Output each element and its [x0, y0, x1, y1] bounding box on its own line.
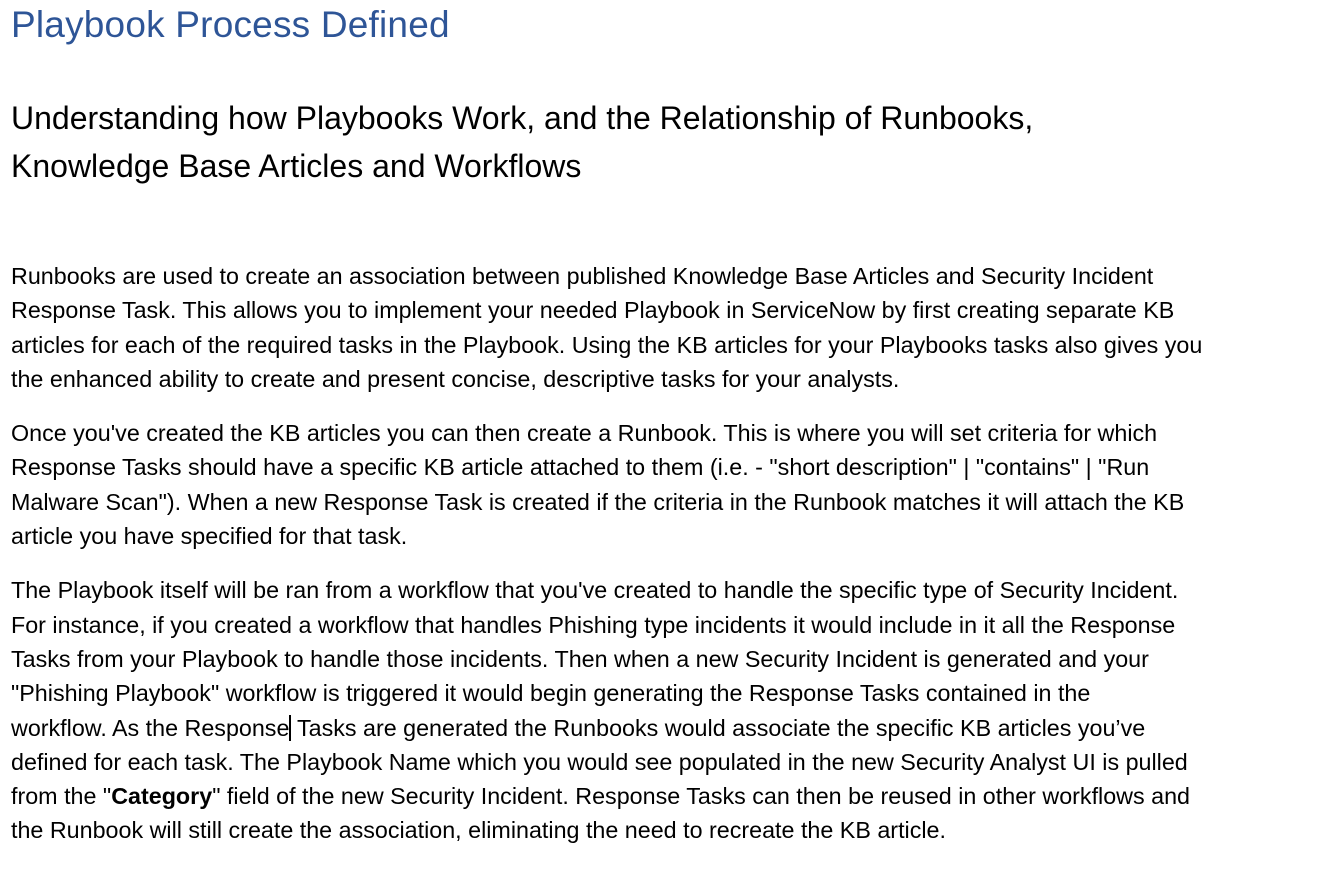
document-title: Playbook Process Defined — [11, 4, 450, 45]
text-segment: " field of the new Security Incident. Response Tasks can then be reused in other workflows and — [212, 783, 1190, 810]
text-line: Malware Scan"). When a new Response Task is created if the criteria in the Runbook matches it will attach the KB — [11, 488, 1185, 515]
text-after-caret: Tasks are generated the Runbooks would associate the specific KB articles you’ve — [290, 714, 1146, 741]
text-line: defined for each task. The Playbook Name which you would see populated in the new Security Analyst UI is pulled — [11, 748, 1188, 775]
text-line: For instance, if you created a workflow that handles Phishing type incidents it would include in it all the Response — [11, 611, 1176, 638]
text-line: "Phishing Playbook" workflow is triggered it would begin generating the Response Tasks contained in the — [11, 680, 1091, 707]
text-line: Tasks from your Playbook to handle those incidents. Then when a new Security Incident is generated and your — [11, 645, 1149, 672]
text-line: the enhanced ability to create and present concise, descriptive tasks for your analysts. — [11, 365, 900, 392]
text-segment: from the " — [11, 783, 112, 810]
text-line: Once you've created the KB articles you can then create a Runbook. This is where you will set criteria for which — [11, 420, 1158, 447]
paragraph-kb-articles — [11, 416, 1316, 553]
subtitle-line: Knowledge Base Articles and Workflows — [11, 148, 582, 184]
text-line: the Runbook will still create the association, eliminating the need to recreate the KB article. — [11, 817, 946, 844]
text-line — [11, 779, 1316, 813]
subtitle-line: Understanding how Playbooks Work, and the Relationship of Runbooks, — [11, 100, 1034, 136]
text-line — [11, 711, 1316, 745]
text-line: article you have specified for that task. — [11, 523, 408, 550]
text-before-caret: workflow. As the Response — [11, 714, 290, 741]
paragraph-runbooks — [11, 259, 1316, 396]
text-line: The Playbook itself will be ran from a workflow that you've created to handle the specific type of Security Incident. — [11, 577, 1179, 604]
text-line: Response Tasks should have a specific KB article attached to them (i.e. - "short description" | "contains" | "Run — [11, 454, 1150, 481]
text-line: Response Task. This allows you to implement your needed Playbook in ServiceNow by first creating separate KB — [11, 297, 1175, 324]
text-line: articles for each of the required tasks in the Playbook. Using the KB articles for your Playbooks tasks also gives you — [11, 331, 1203, 358]
document-subtitle — [11, 94, 1211, 190]
text-line: Runbooks are used to create an association between published Knowledge Base Articles and Security Incident — [11, 263, 1154, 289]
paragraph-playbook-workflow — [11, 573, 1316, 847]
bold-category-term: Category — [111, 783, 213, 810]
document-body[interactable] — [11, 259, 1316, 868]
